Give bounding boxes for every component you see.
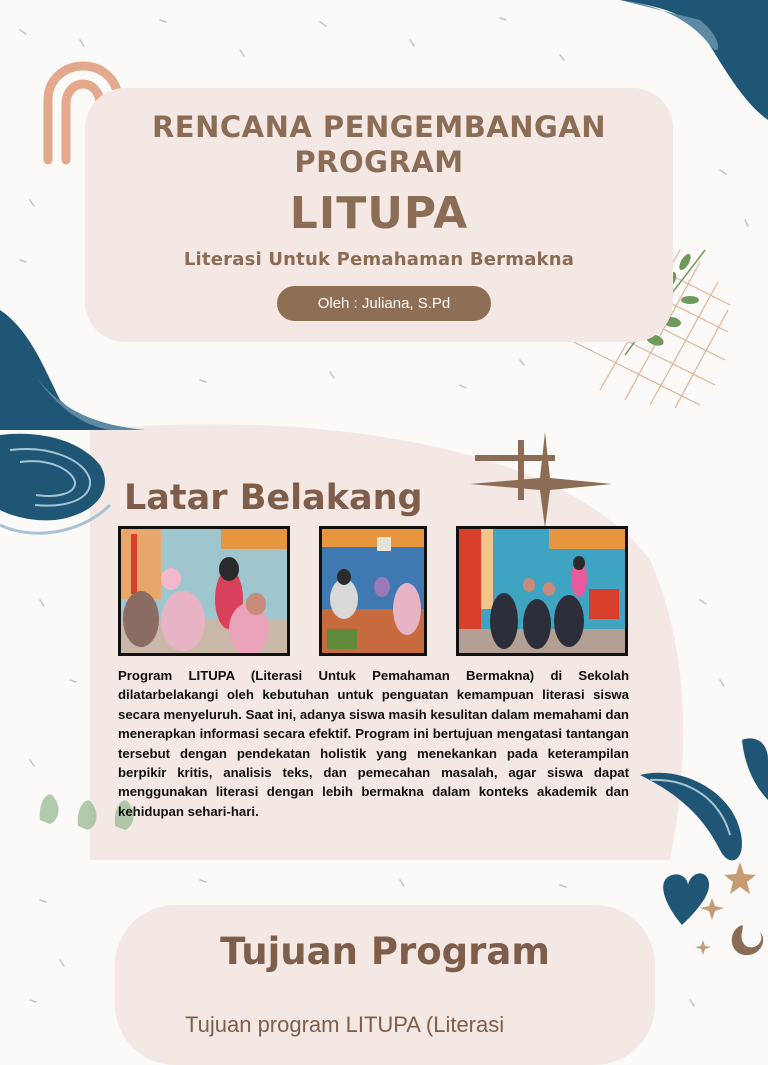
classroom-photo-1: [118, 526, 290, 656]
goals-heading: Tujuan Program: [220, 930, 550, 973]
program-name: LITUPA: [289, 188, 469, 239]
classroom-photo-3: [456, 526, 628, 656]
goals-text-partial: Tujuan program LITUPA (Literasi: [185, 1012, 505, 1037]
background-heading: Latar Belakang: [124, 478, 423, 518]
goals-card: [115, 905, 655, 1065]
program-subtitle: Literasi Untuk Pemahaman Bermakna: [183, 249, 575, 270]
author-badge: Oleh : Juliana, S.Pd: [277, 286, 491, 321]
title-line-1: RENCANA PENGEMBANGAN: [151, 110, 607, 144]
classroom-photo-2: [319, 526, 427, 656]
background-paragraph: Program LITUPA (Literasi Untuk Pemahaman Bermakna) di Sekolah dilatarbelakangi oleh kebutuhan untuk penguatan kemampuan literasi siswa secara menyeluruh. Saat ini, adanya siswa masih kesulitan dalam memahami dan menerapkan informasi secara efektif. Program ini bertujuan mengatasi tantangan tersebut dengan pendekatan holistik yang menekankan pada keterampilan berpikir kritis, analisis teks, dan pemecahan masalah, agar siswa dapat menggunakan literasi dengan lebih bermakna dalam konteks akademik dan kehidupan sehari-hari.: [118, 668, 629, 819]
title-line-2: PROGRAM: [294, 145, 464, 179]
